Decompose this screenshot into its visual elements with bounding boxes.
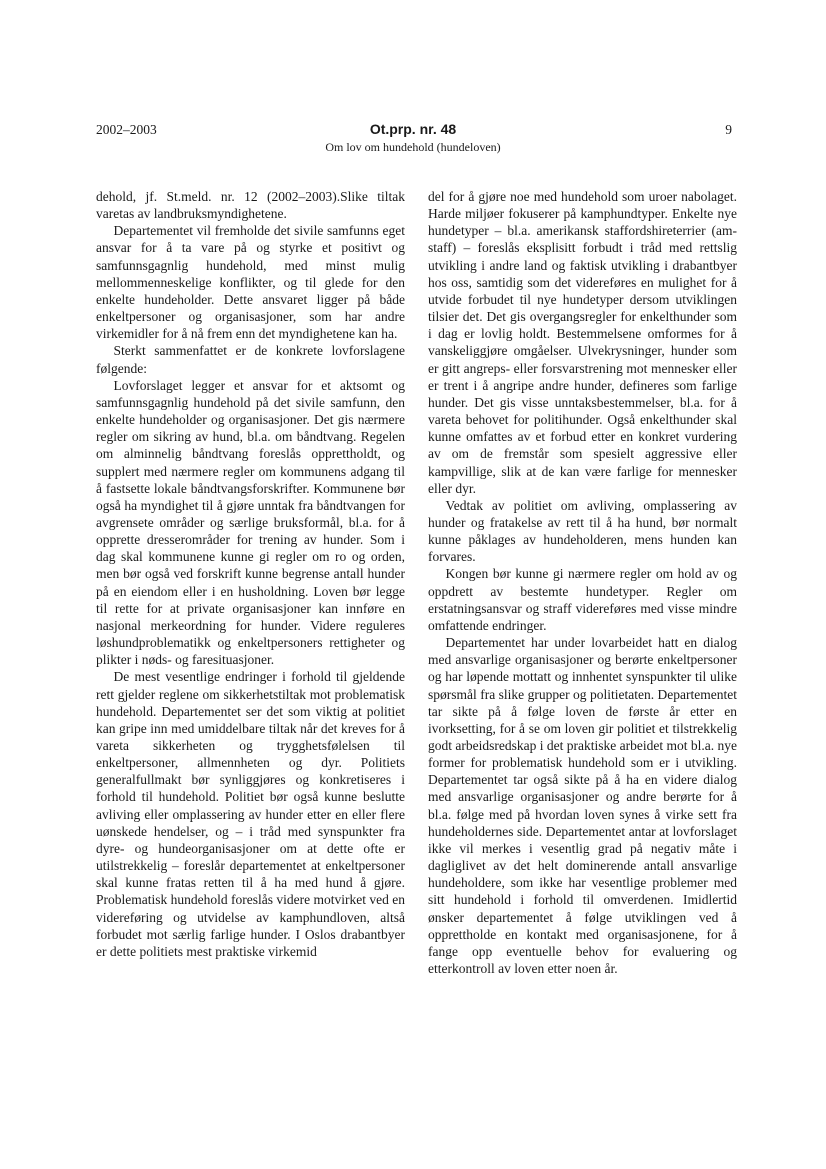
paragraph: dehold, jf. St.meld. nr. 12 (2002–2003).Slike tiltak varetas av landbruksmyndighetene.	[96, 189, 405, 222]
page-number: 9	[725, 122, 732, 137]
paragraph: del for å gjøre noe med hundehold som uroer nabolaget. Harde miljøer fokuserer på kamphundtyper. Enkelte nye hundetyper – bl.a. amerikansk staffordshireterrier (am-staff) – foreslås eksplisitt forbudt i tråd med rettslig utvikling i andre land og faktisk utvikling i drabantbyer hos oss, samtidig som det videreføres en mulighet for å utvide forbudet til nye hundetyper dersom utviklingen tilsier det. Det gis overgangsregler for enkelthunder som i dag er lovlig holdt. Bestemmelsene omformes for å vanskeliggjøre omgåelser. Ulvekrysninger, hunder som er gitt angreps- eller forsvarstrening mot mennesker eller er trent i å angripe andre hunder, defineres som farlige hunder. Det gis visse unntaksbestemmelser, bl.a. for å vareta behovet for politihunder. Også enkelthunder skal kunne omfattes av et forbud etter en konkret vurdering av om de fremstår som spesielt aggressive eller kampvillige, slik at de kan være farlige for mennesker eller dyr.	[428, 189, 737, 496]
paragraph: Sterkt sammenfattet er de konkrete lovforslagene følgende:	[96, 343, 405, 376]
document-subtitle: Om lov om hundehold (hundeloven)	[325, 140, 501, 154]
paragraph: Departementet har under lovarbeidet hatt en dialog med ansvarlige organisasjoner og berørte enkeltpersoner og har løpende mottatt og innhentet synspunkter til ulike spørsmål fra slike grupper og politietaten. Departementet tar sikte på å følge loven de første år etter en ivorksetting, for å se om loven gir politiet et tilstrekkelig godt arbeidsredskap i det praktiske arbeidet mot bl.a. nye former for problematisk hundehold som er i utvikling. Departementet tar også sikte på å ha en videre dialog med ansvarlige organisasjoner og andre berørte for å bl.a. følge med på hvordan loven synes å virke sett fra hundeholdernes side. Departementet antar at lovforslaget ikke vil merkes i vesentlig grad på negativ måte i dagliglivet av det helt dominerende antall ansvarlige hundeholdere, som ikke har vesentlige problemer med sitt hundehold i forhold til omverdenen. Imidlertid ønsker departementet å følge utviklingen ved å opprettholde en kontakt med organisasjonene, for å fange opp eventuelle behov for evaluering og etterkontroll av loven etter noen år.	[428, 635, 737, 977]
paragraph: Departementet vil fremholde det sivile samfunns eget ansvar for å ta vare på og styrke et positivt og samfunnsgagnlig hundehold, med minst mulig mellommenneskelige konflikter, og til glede for den enkelte hundeholder. Dette ansvaret ligger på både enkeltpersoner og organisasjoner, som har andre virkemidler for å nå frem enn det myndighetene kan ha.	[96, 223, 405, 342]
paragraph: De mest vesentlige endringer i forhold til gjeldende rett gjelder reglene om sikkerhetstiltak mot problematisk hundehold. Departementet ser det som viktig at politiet kan gripe inn med umiddelbare tiltak når det kreves for å vareta sikkerheten og trygghetsfølelsen til enkeltpersoner, allmennheten og dyr. Politiets generalfullmakt bør synliggjøres og konkretiseres i forhold til hundehold. Politiet bør også kunne beslutte avliving eller omplassering av hunder etter en eller flere uønskede hendelser, og – i tråd med synspunkter fra dyre- og hundeorganisasjoner om at dette ofte er utilstrekkelig – foreslår departementet at enkeltpersoner skal kunne fratas retten til å ha med hund å gjøre. Problematisk hundehold foreslås videre motvirket ved en videreføring og utvidelse av kamphundloven, altså forbudet mot særlig farlige hunder. I Oslos drabantbyer er dette politiets mest praktiske virkemid	[96, 669, 405, 959]
header-title-block	[0, 121, 826, 155]
paragraph: Kongen bør kunne gi nærmere regler om hold av og oppdrett av bestemte hundetyper. Regler om erstatningsansvar og straff videreføres med visse mindre omfattende endringer.	[428, 566, 737, 633]
paragraph: Lovforslaget legger et ansvar for et aktsomt og samfunnsgagnlig hundehold på det sivile samfunn, den enkelte hundeholder og organisasjoner. Det gis nærmere regler om sikring av hund, bl.a. om båndtvang. Regelen om alminnelig båndtvang foreslås opprettholdt, og supplert med nærmere regler om kommunens adgang til å fastsette lokale båndtvangsforskrifter. Kommunene bør også ha myndighet til å gjøre unntak fra båndtvangen for avgrensete områder og særlige bruksformål, bl.a. for å opprette dresserområder for trening av hunder. Som i dag skal kommunene kunne gi regler om ro og orden, men bør også ved forskrift kunne begrense antall hunder på en eiendom eller i en husholdning. Loven bør legge til rette for at private organisasjoner kan innføre en nasjonal merkeordning for hunder. Videre reguleres løshundproblematikk og enkeltpersoners rettigheter og plikter i nøds- og faresituasjoner.	[96, 377, 405, 668]
document-title: Ot.prp. nr. 48	[369, 121, 457, 137]
header-years: 2002–2003	[96, 122, 157, 137]
paragraph: Vedtak av politiet om avliving, omplassering av hunder og fratakelse av rett til å ha hund, bør normalt kunne påklages av hundeholderen, mens hunden kan forvares.	[428, 497, 737, 565]
left-column	[96, 188, 405, 960]
right-column	[428, 188, 737, 977]
